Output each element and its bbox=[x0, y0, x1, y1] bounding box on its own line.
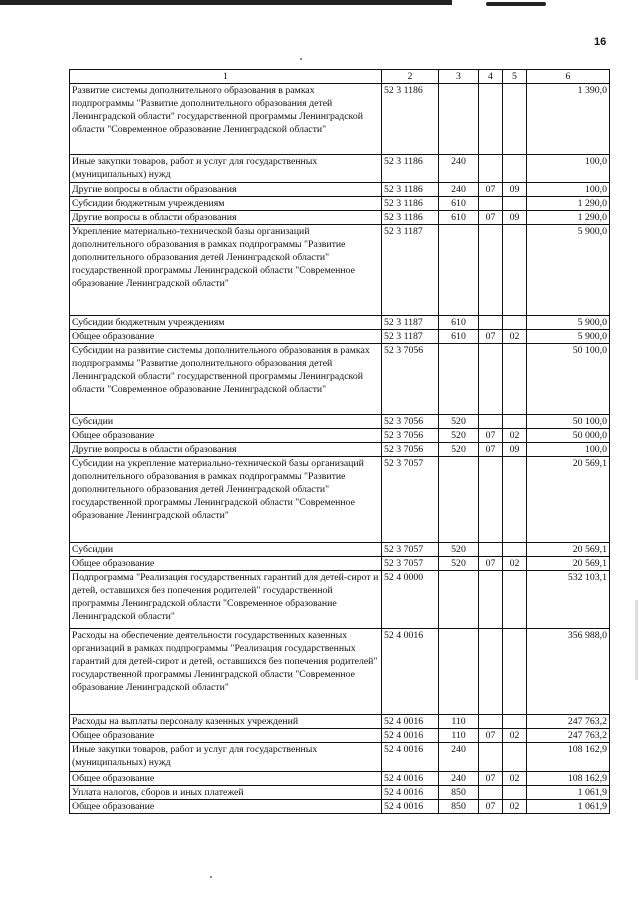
amount-cell: 100,0 bbox=[527, 155, 610, 183]
row-name-cell: Иные закупки товаров, работ и услуг для государственных (муниципальных) нужд bbox=[70, 743, 382, 772]
table-row bbox=[70, 330, 610, 344]
subsection-cell: 09 bbox=[503, 183, 527, 197]
table-row bbox=[70, 415, 610, 429]
table-row bbox=[70, 225, 610, 316]
expense-type-cell: 240 bbox=[439, 743, 479, 772]
section-cell bbox=[479, 84, 503, 155]
subsection-cell: 02 bbox=[503, 557, 527, 571]
table-row bbox=[70, 443, 610, 457]
column-header: 4 bbox=[479, 70, 503, 84]
table-row bbox=[70, 429, 610, 443]
section-cell: 07 bbox=[479, 429, 503, 443]
scan-artifact-top-bar bbox=[0, 0, 452, 5]
amount-cell: 20 569,1 bbox=[527, 557, 610, 571]
row-name-cell: Субсидии bbox=[70, 415, 382, 429]
expense-type-cell bbox=[439, 344, 479, 415]
subsection-cell: 02 bbox=[503, 772, 527, 786]
section-cell: 07 bbox=[479, 211, 503, 225]
budget-table bbox=[69, 69, 610, 814]
section-cell bbox=[479, 715, 503, 729]
target-code-cell: 52 4 0016 bbox=[382, 772, 439, 786]
row-name-cell: Общее образование bbox=[70, 330, 382, 344]
expense-type-cell: 240 bbox=[439, 772, 479, 786]
expense-type-cell bbox=[439, 457, 479, 543]
section-cell: 07 bbox=[479, 800, 503, 814]
row-name-cell: Другие вопросы в области образования bbox=[70, 183, 382, 197]
amount-cell: 20 569,1 bbox=[527, 457, 610, 543]
amount-cell: 5 900,0 bbox=[527, 225, 610, 316]
amount-cell: 20 569,1 bbox=[527, 543, 610, 557]
table-row bbox=[70, 800, 610, 814]
section-cell bbox=[479, 197, 503, 211]
table-row bbox=[70, 557, 610, 571]
amount-cell: 50 100,0 bbox=[527, 344, 610, 415]
row-name-cell: Иные закупки товаров, работ и услуг для государственных (муниципальных) нужд bbox=[70, 155, 382, 183]
target-code-cell: 52 4 0016 bbox=[382, 800, 439, 814]
section-cell: 07 bbox=[479, 443, 503, 457]
subsection-cell: 02 bbox=[503, 429, 527, 443]
table-row bbox=[70, 457, 610, 543]
amount-cell: 5 900,0 bbox=[527, 330, 610, 344]
row-name-cell: Расходы на обеспечение деятельности государственных казенных организаций в рамках подпрограммы "Реализация государственных гарантий для детей-сирот и детей, оставшихся без попечения родителей" государственной программы Ленинградской области "Современное образование Ленинградской области" bbox=[70, 629, 382, 715]
table-header-row bbox=[70, 70, 610, 84]
section-cell bbox=[479, 543, 503, 557]
page-number: 16 bbox=[594, 36, 607, 48]
expense-type-cell: 240 bbox=[439, 155, 479, 183]
section-cell bbox=[479, 155, 503, 183]
amount-cell: 1 390,0 bbox=[527, 84, 610, 155]
table-body bbox=[70, 84, 610, 814]
amount-cell: 108 162,9 bbox=[527, 772, 610, 786]
expense-type-cell: 520 bbox=[439, 443, 479, 457]
section-cell bbox=[479, 629, 503, 715]
target-code-cell: 52 4 0016 bbox=[382, 715, 439, 729]
subsection-cell bbox=[503, 457, 527, 543]
table-row bbox=[70, 729, 610, 743]
amount-cell: 100,0 bbox=[527, 443, 610, 457]
row-name-cell: Уплата налогов, сборов и иных платежей bbox=[70, 786, 382, 800]
section-cell bbox=[479, 743, 503, 772]
target-code-cell: 52 3 1187 bbox=[382, 316, 439, 330]
expense-type-cell: 110 bbox=[439, 729, 479, 743]
row-name-cell: Общее образование bbox=[70, 557, 382, 571]
amount-cell: 1 290,0 bbox=[527, 197, 610, 211]
expense-type-cell: 110 bbox=[439, 715, 479, 729]
section-cell bbox=[479, 457, 503, 543]
row-name-cell: Субсидии бюджетным учреждениям bbox=[70, 316, 382, 330]
table-row bbox=[70, 84, 610, 155]
expense-type-cell: 610 bbox=[439, 211, 479, 225]
expense-type-cell bbox=[439, 225, 479, 316]
expense-type-cell: 610 bbox=[439, 316, 479, 330]
amount-cell: 1 061,9 bbox=[527, 786, 610, 800]
target-code-cell: 52 3 7057 bbox=[382, 543, 439, 557]
row-name-cell: Субсидии bbox=[70, 543, 382, 557]
table-row bbox=[70, 197, 610, 211]
scan-dot bbox=[300, 58, 302, 60]
target-code-cell: 52 4 0016 bbox=[382, 729, 439, 743]
subsection-cell bbox=[503, 197, 527, 211]
subsection-cell bbox=[503, 344, 527, 415]
table-row bbox=[70, 155, 610, 183]
target-code-cell: 52 3 7057 bbox=[382, 557, 439, 571]
row-name-cell: Укрепление материально-технической базы организаций дополнительного образования в рамках подпрограммы "Развитие дополнительного образования детей Ленинградской области" государственной программы Ленинградской области "Современное образование Ленинградской области" bbox=[70, 225, 382, 316]
subsection-cell: 02 bbox=[503, 800, 527, 814]
row-name-cell: Общее образование bbox=[70, 772, 382, 786]
expense-type-cell: 520 bbox=[439, 543, 479, 557]
column-header: 3 bbox=[439, 70, 479, 84]
target-code-cell: 52 4 0016 bbox=[382, 786, 439, 800]
section-cell: 07 bbox=[479, 729, 503, 743]
subsection-cell: 09 bbox=[503, 443, 527, 457]
expense-type-cell bbox=[439, 629, 479, 715]
subsection-cell bbox=[503, 743, 527, 772]
target-code-cell: 52 3 7056 bbox=[382, 344, 439, 415]
expense-type-cell: 520 bbox=[439, 415, 479, 429]
table-row bbox=[70, 715, 610, 729]
subsection-cell bbox=[503, 629, 527, 715]
amount-cell: 532 103,1 bbox=[527, 571, 610, 629]
amount-cell: 108 162,9 bbox=[527, 743, 610, 772]
scan-dot bbox=[210, 876, 212, 878]
row-name-cell: Общее образование bbox=[70, 729, 382, 743]
target-code-cell: 52 4 0000 bbox=[382, 571, 439, 629]
expense-type-cell: 520 bbox=[439, 429, 479, 443]
expense-type-cell: 520 bbox=[439, 557, 479, 571]
target-code-cell: 52 4 0016 bbox=[382, 743, 439, 772]
expense-type-cell bbox=[439, 571, 479, 629]
table-row bbox=[70, 211, 610, 225]
target-code-cell: 52 3 1186 bbox=[382, 155, 439, 183]
row-name-cell: Общее образование bbox=[70, 800, 382, 814]
section-cell bbox=[479, 225, 503, 316]
target-code-cell: 52 3 1187 bbox=[382, 225, 439, 316]
subsection-cell bbox=[503, 543, 527, 557]
row-name-cell: Расходы на выплаты персоналу казенных учреждений bbox=[70, 715, 382, 729]
row-name-cell: Субсидии на развитие системы дополнительного образования в рамках подпрограммы "Развитие дополнительного образования детей Ленинградской области" государственной программы Ленинградской области "Современное образование Ленинградской области" bbox=[70, 344, 382, 415]
expense-type-cell: 610 bbox=[439, 330, 479, 344]
amount-cell: 5 900,0 bbox=[527, 316, 610, 330]
section-cell bbox=[479, 344, 503, 415]
table-row bbox=[70, 543, 610, 557]
target-code-cell: 52 3 1186 bbox=[382, 211, 439, 225]
column-header: 6 bbox=[527, 70, 610, 84]
amount-cell: 1 061,9 bbox=[527, 800, 610, 814]
row-name-cell: Другие вопросы в области образования bbox=[70, 443, 382, 457]
subsection-cell bbox=[503, 715, 527, 729]
amount-cell: 50 000,0 bbox=[527, 429, 610, 443]
section-cell: 07 bbox=[479, 557, 503, 571]
column-header: 2 bbox=[382, 70, 439, 84]
row-name-cell: Развитие системы дополнительного образования в рамках подпрограммы "Развитие дополнительного образования детей Ленинградской области" государственной программы Ленинградской области "Современное образование Ленинградской области" bbox=[70, 84, 382, 155]
expense-type-cell: 240 bbox=[439, 183, 479, 197]
section-cell: 07 bbox=[479, 183, 503, 197]
amount-cell: 100,0 bbox=[527, 183, 610, 197]
target-code-cell: 52 3 1186 bbox=[382, 84, 439, 155]
subsection-cell: 09 bbox=[503, 211, 527, 225]
scan-edge-shadow bbox=[635, 600, 638, 680]
target-code-cell: 52 3 1186 bbox=[382, 183, 439, 197]
subsection-cell bbox=[503, 415, 527, 429]
target-code-cell: 52 3 1187 bbox=[382, 330, 439, 344]
amount-cell: 1 290,0 bbox=[527, 211, 610, 225]
expense-type-cell: 610 bbox=[439, 197, 479, 211]
target-code-cell: 52 4 0016 bbox=[382, 629, 439, 715]
subsection-cell: 02 bbox=[503, 330, 527, 344]
subsection-cell bbox=[503, 84, 527, 155]
row-name-cell: Подпрограмма "Реализация государственных гарантий для детей-сирот и детей, оставшихся без попечения родителей" государственной программы Ленинградской области "Современное образование Ленинградской области" bbox=[70, 571, 382, 629]
target-code-cell: 52 3 7056 bbox=[382, 415, 439, 429]
table-row bbox=[70, 571, 610, 629]
expense-type-cell bbox=[439, 84, 479, 155]
subsection-cell bbox=[503, 155, 527, 183]
target-code-cell: 52 3 7056 bbox=[382, 443, 439, 457]
column-header: 1 bbox=[70, 70, 382, 84]
scan-artifact-top-mark bbox=[486, 2, 546, 6]
table-row bbox=[70, 316, 610, 330]
target-code-cell: 52 3 7056 bbox=[382, 429, 439, 443]
subsection-cell: 02 bbox=[503, 729, 527, 743]
row-name-cell: Общее образование bbox=[70, 429, 382, 443]
section-cell bbox=[479, 316, 503, 330]
subsection-cell bbox=[503, 571, 527, 629]
section-cell bbox=[479, 415, 503, 429]
amount-cell: 356 988,0 bbox=[527, 629, 610, 715]
table-row bbox=[70, 344, 610, 415]
table-row bbox=[70, 183, 610, 197]
target-code-cell: 52 3 1186 bbox=[382, 197, 439, 211]
amount-cell: 50 100,0 bbox=[527, 415, 610, 429]
subsection-cell bbox=[503, 225, 527, 316]
section-cell: 07 bbox=[479, 330, 503, 344]
row-name-cell: Другие вопросы в области образования bbox=[70, 211, 382, 225]
column-header: 5 bbox=[503, 70, 527, 84]
table-row bbox=[70, 772, 610, 786]
subsection-cell bbox=[503, 316, 527, 330]
amount-cell: 247 763,2 bbox=[527, 715, 610, 729]
expense-type-cell: 850 bbox=[439, 786, 479, 800]
row-name-cell: Субсидии бюджетным учреждениям bbox=[70, 197, 382, 211]
expense-type-cell: 850 bbox=[439, 800, 479, 814]
table-row bbox=[70, 629, 610, 715]
row-name-cell: Субсидии на укрепление материально-технической базы организаций дополнительного образования в рамках подпрограммы "Развитие дополнительного образования детей Ленинградской области" государственной программы Ленинградской области "Современное образование Ленинградской области" bbox=[70, 457, 382, 543]
table-row bbox=[70, 786, 610, 800]
section-cell bbox=[479, 571, 503, 629]
table-row bbox=[70, 743, 610, 772]
subsection-cell bbox=[503, 786, 527, 800]
section-cell: 07 bbox=[479, 772, 503, 786]
target-code-cell: 52 3 7057 bbox=[382, 457, 439, 543]
amount-cell: 247 763,2 bbox=[527, 729, 610, 743]
section-cell bbox=[479, 786, 503, 800]
